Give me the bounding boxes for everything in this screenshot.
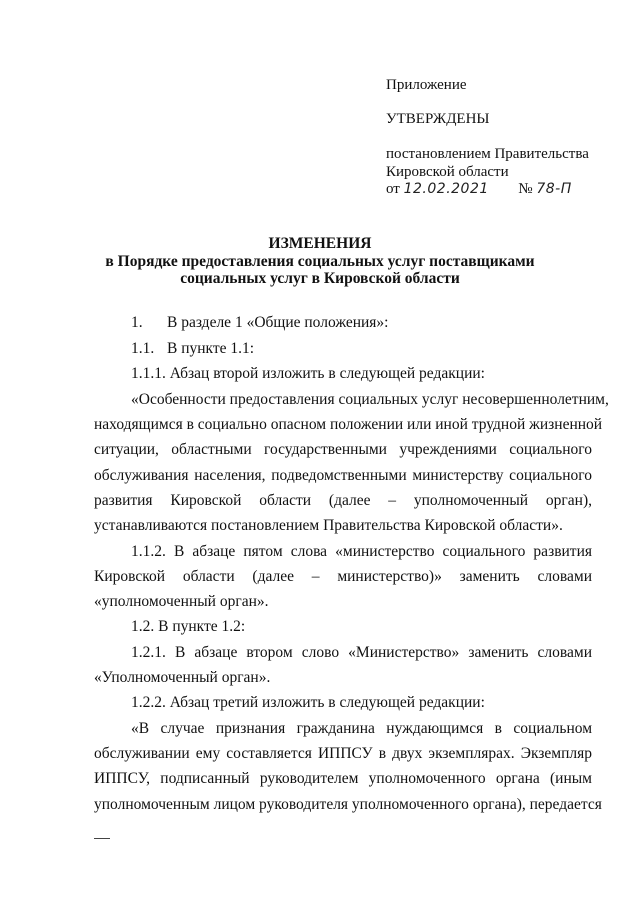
paragraph-1-line-3: ситуации, областными государственными учреждениями социального (94, 441, 592, 458)
page-footer-mark (94, 838, 110, 839)
decree-line-1: постановлением Правительства (386, 146, 589, 162)
approved-label: УТВЕРЖДЕНЫ (386, 111, 490, 127)
paragraph-1-line-1: «Особенности предоставления социальных услуг несовершеннолетним, (131, 391, 609, 408)
paragraph-2-line-1: 1.1.2. В абзаце пятом слова «министерство социального развития (131, 543, 592, 560)
paragraph-4-line-4: уполномоченным лицом руководителя уполномоченного органа), передается (94, 796, 602, 813)
number-label: № (518, 181, 533, 197)
handwritten-date: 12.02.2021 (403, 181, 489, 197)
item-1-2-2: 1.2.2. Абзац третий изложить в следующей редакции: (131, 694, 485, 711)
paragraph-2-line-3: «уполномоченный орган». (94, 593, 269, 610)
paragraph-4-line-3: ИППСУ, подписанный руководителем уполномоченного органа (иным (94, 770, 592, 787)
document-title: ИЗМЕНЕНИЯ (268, 235, 372, 252)
decree-date-number (386, 180, 572, 198)
paragraph-4-line-2: обслуживании ему составляется ИППСУ в двух экземплярах. Экземпляр (94, 745, 592, 762)
item-1-1-number: 1.1. (131, 340, 155, 357)
paragraph-1-line-2: находящимся в социально опасном положении или иной трудной жизненной (94, 416, 603, 433)
paragraph-3-line-2: «Уполномоченный орган». (94, 669, 271, 686)
item-1-1-1: 1.1.1. Абзац второй изложить в следующей редакции: (131, 365, 485, 382)
document-subtitle-line-1: в Порядке предоставления социальных услуг поставщиками (105, 253, 535, 270)
appendix-label: Приложение (386, 77, 467, 93)
item-1-1-text: В пункте 1.1: (167, 340, 255, 357)
paragraph-4-line-1: «В случае признания гражданина нуждающимся в социальном (131, 720, 592, 737)
handwritten-number: 78-П (536, 181, 572, 197)
paragraph-2-line-2: Кировской области (далее – министерство)» заменить словами (94, 568, 592, 585)
paragraph-1-line-6: устанавливаются постановлением Правительства Кировской области». (94, 517, 563, 534)
from-label: от (386, 181, 400, 197)
paragraph-1-line-5: развития Кировской области (далее – уполномоченный орган), (94, 492, 592, 509)
paragraph-1-line-4: обслуживания населения, подведомственными министерству социального (94, 467, 592, 484)
document-subtitle-line-2: социальных услуг в Кировской области (180, 270, 460, 287)
section-1-number: 1. (131, 314, 143, 331)
section-1-text: В разделе 1 «Общие положения»: (167, 314, 389, 331)
item-1-2: 1.2. В пункте 1.2: (131, 618, 246, 635)
decree-line-2: Кировской области (386, 164, 509, 180)
paragraph-3-line-1: 1.2.1. В абзаце втором слово «Министерство» заменить словами (131, 644, 592, 661)
